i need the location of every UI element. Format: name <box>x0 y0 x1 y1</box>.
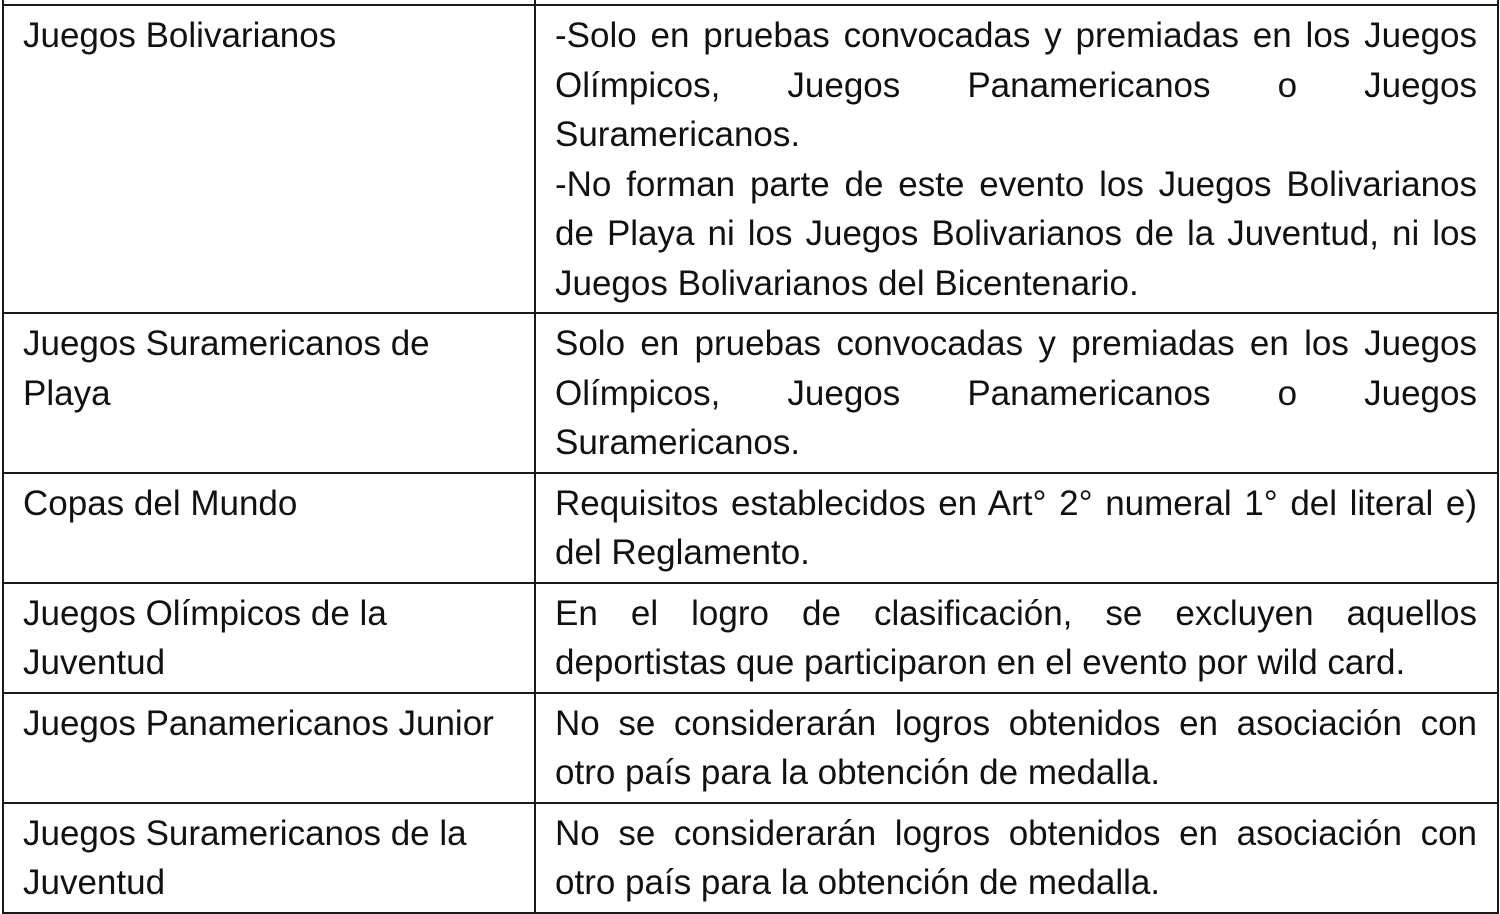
requirement-paragraph: -Solo en pruebas convocadas y premiadas en los Juegos Olímpicos, Juegos Panamericanos o Juegos Suramericanos. <box>555 16 1477 154</box>
requirements-cell <box>535 803 1498 913</box>
event-name-cell: Juegos Bolivarianos <box>3 5 535 313</box>
requirement-paragraph: Solo en pruebas convocadas y premiadas en los Juegos Olímpicos, Juegos Panamericanos o Juegos Suramericanos. <box>555 324 1477 462</box>
event-name-cell: Juegos Suramericanos de la Juventud <box>3 803 535 913</box>
requirements-cell <box>535 693 1498 803</box>
event-name-cell: Juegos Suramericanos de Playa <box>3 313 535 473</box>
requirements-cell <box>535 473 1498 583</box>
event-name-cell: Copas del Mundo <box>3 473 535 583</box>
requirement-paragraph: No se considerarán logros obtenidos en asociación con otro país para la obtención de medalla. <box>555 703 1477 792</box>
requirement-paragraph: En el logro de clasificación, se excluyen aquellos deportistas que participaron en el evento por wild card. <box>555 593 1477 682</box>
event-name-cell: Juegos Panamericanos Junior <box>3 693 535 803</box>
requirement-paragraph: Requisitos establecidos en Art° 2° numeral 1° del literal e) del Reglamento. <box>555 483 1477 572</box>
requirements-cell <box>535 313 1498 473</box>
table-row <box>3 693 1498 803</box>
table-row <box>3 5 1498 313</box>
events-requirements-table <box>2 0 1499 914</box>
table-row <box>3 313 1498 473</box>
table-row <box>3 583 1498 693</box>
table-row <box>3 473 1498 583</box>
table-row <box>3 803 1498 913</box>
requirement-paragraph: No se considerarán logros obtenidos en asociación con otro país para la obtención de medalla. <box>555 813 1477 902</box>
event-name-cell: Juegos Olímpicos de la Juventud <box>3 583 535 693</box>
requirement-paragraph: -No forman parte de este evento los Juegos Bolivarianos de Playa ni los Juegos Bolivarianos de la Juventud, ni los Juegos Bolivarianos del Bicentenario. <box>555 164 1477 303</box>
requirements-cell <box>535 5 1498 313</box>
requirements-cell <box>535 583 1498 693</box>
